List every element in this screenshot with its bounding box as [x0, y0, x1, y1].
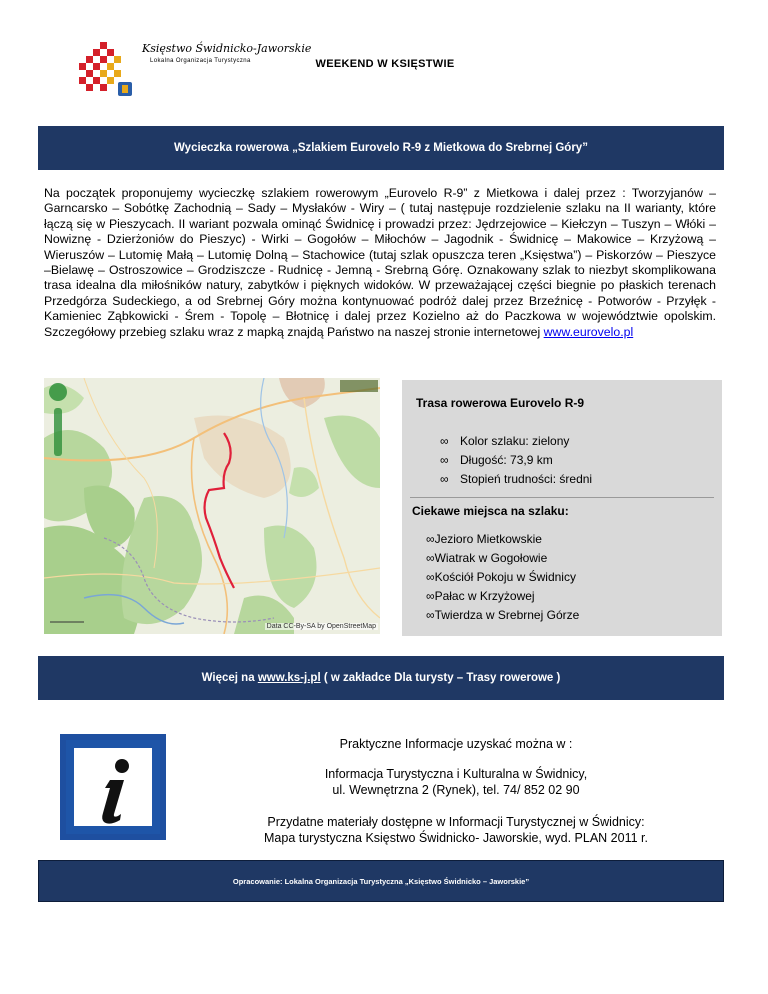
ks-j-link[interactable]: www.ks-j.pl [257, 672, 321, 684]
page-title: WEEKEND W KSIĘSTWIE [315, 58, 455, 70]
infinity-bullet-icon: ∞ [426, 589, 435, 603]
map-attribution: Data CC-By-SA by OpenStreetMap [266, 623, 376, 630]
logo-checkerboard-icon [78, 38, 138, 100]
infinity-bullet-icon: ∞ [440, 434, 449, 448]
route-facts-list [440, 432, 714, 489]
list-item: ∞ Długość: 73,9 km [440, 451, 714, 470]
route-info-box [402, 380, 722, 636]
trip-title-banner: Wycieczka rowerowa „Szlakiem Eurovelo R-9 z Mietkowa do Srebrnej Góry” [38, 126, 724, 170]
list-item: ∞Wiatrak w Gogołowie [426, 551, 548, 565]
list-item: ∞ Kolor szlaku: zielony [440, 432, 714, 451]
info-line: Informacja Turystyczna i Kulturalna w Świdnicy, [324, 767, 588, 781]
list-item: ∞Twierdza w Srebrnej Górze [426, 608, 580, 622]
infinity-bullet-icon: ∞ [440, 472, 449, 486]
infinity-bullet-icon: ∞ [426, 608, 435, 622]
logo [78, 38, 312, 100]
info-i-icon [66, 740, 160, 834]
footer-banner: Opracowanie: Lokalna Organizacja Turystyczna „Księstwo Świdnicko – Jaworskie” [38, 860, 724, 902]
divider [410, 497, 714, 498]
route-map[interactable] [44, 378, 380, 634]
info-block [246, 736, 666, 846]
map-graphic [44, 378, 380, 634]
intro-text: Na początek proponujemy wycieczkę szlakiem rowerowym „Eurovelo R-9” z Mietkowa i dalej przez : Tworzyjanów – Garncarsko – Sobótkę Zachodnią – Sady – Mysłaków - Wiry – ( tutaj następuje rozdzielenie szlaku na II warianty, które łączą się w Pieszycach. II wariant pozwala ominąć Świdnicę i prowadzi przez: Jędrzejowice – Kiełczyn – Tuszyn – Włóki – Nowiznę - Dzierżoniów do Pieszyc) - Wirki – Gogołów – Miłochów – Jagodnik - Świdnicę – Makowice – Krzyżową – Wieruszów – Lutomię Małą – Lutomię Dolną – Stachowice (tutaj szlak opuszcza teren „Księstwa”) – Piskorzów – Pieszyce –Bielawę – Ostroszowice – Grodziszcze - Rudnicę - Jemną - Srebrną Górę. Oznakowany szlak to niezbyt skomplikowana trasa idealna dla miłośników natury, zabytków i pięknych widoków. W przeważającej części biegnie po płaskich terenach Przedgórza Sudeckiego, a od Srebrnej Góry można kontynuować podróż dalej przez Brzeźnicę - Potworów - Przyłęk - Kamieniec Ząbkowicki - Śrem - Topolę – Błotnicę i dalej przez Kozielno aż do Paczkowa w województwie opolskim. Szczegółowy przebieg szlaku wraz z mapką znajdą Państwo na naszej stronie internetowej [44, 186, 716, 339]
route-info-title: Trasa rowerowa Eurovelo R-9 [416, 396, 585, 410]
more-info-banner: Więcej na www.ks-j.pl ( w zakładce Dla turysty – Trasy rowerowe ) [38, 656, 724, 700]
places-list [426, 530, 714, 625]
intro-paragraph [44, 186, 716, 340]
info-line: Praktyczne Informacje uzyskać można w : [339, 737, 573, 751]
logo-subtitle: Lokalna Organizacja Turystyczna [150, 58, 251, 64]
logo-name: Księstwo Świdnicko-Jaworskie [142, 42, 312, 55]
infinity-bullet-icon: ∞ [426, 532, 435, 546]
info-sign-icon [60, 734, 166, 840]
list-item: ∞ Stopień trudności: średni [440, 470, 714, 489]
info-line: Mapa turystyczna Księstwo Świdnicko- Jaworskie, wyd. PLAN 2011 r. [264, 831, 648, 845]
places-title: Ciekawe miejsca na szlaku: [412, 504, 569, 518]
infinity-bullet-icon: ∞ [440, 453, 449, 467]
eurovelo-link[interactable]: www.eurovelo.pl [543, 324, 634, 339]
list-item: ∞Kościół Pokoju w Świdnicy [426, 570, 576, 584]
infinity-bullet-icon: ∞ [426, 551, 435, 565]
info-line: ul. Wewnętrzna 2 (Rynek), tel. 74/ 852 02 90 [332, 783, 580, 797]
list-item: ∞Jezioro Mietkowskie [426, 532, 542, 546]
infinity-bullet-icon: ∞ [426, 570, 435, 584]
info-line: Przydatne materiały dostępne w Informacji Turystycznej w Świdnicy: [267, 815, 645, 829]
list-item: ∞Pałac w Krzyżowej [426, 589, 535, 603]
